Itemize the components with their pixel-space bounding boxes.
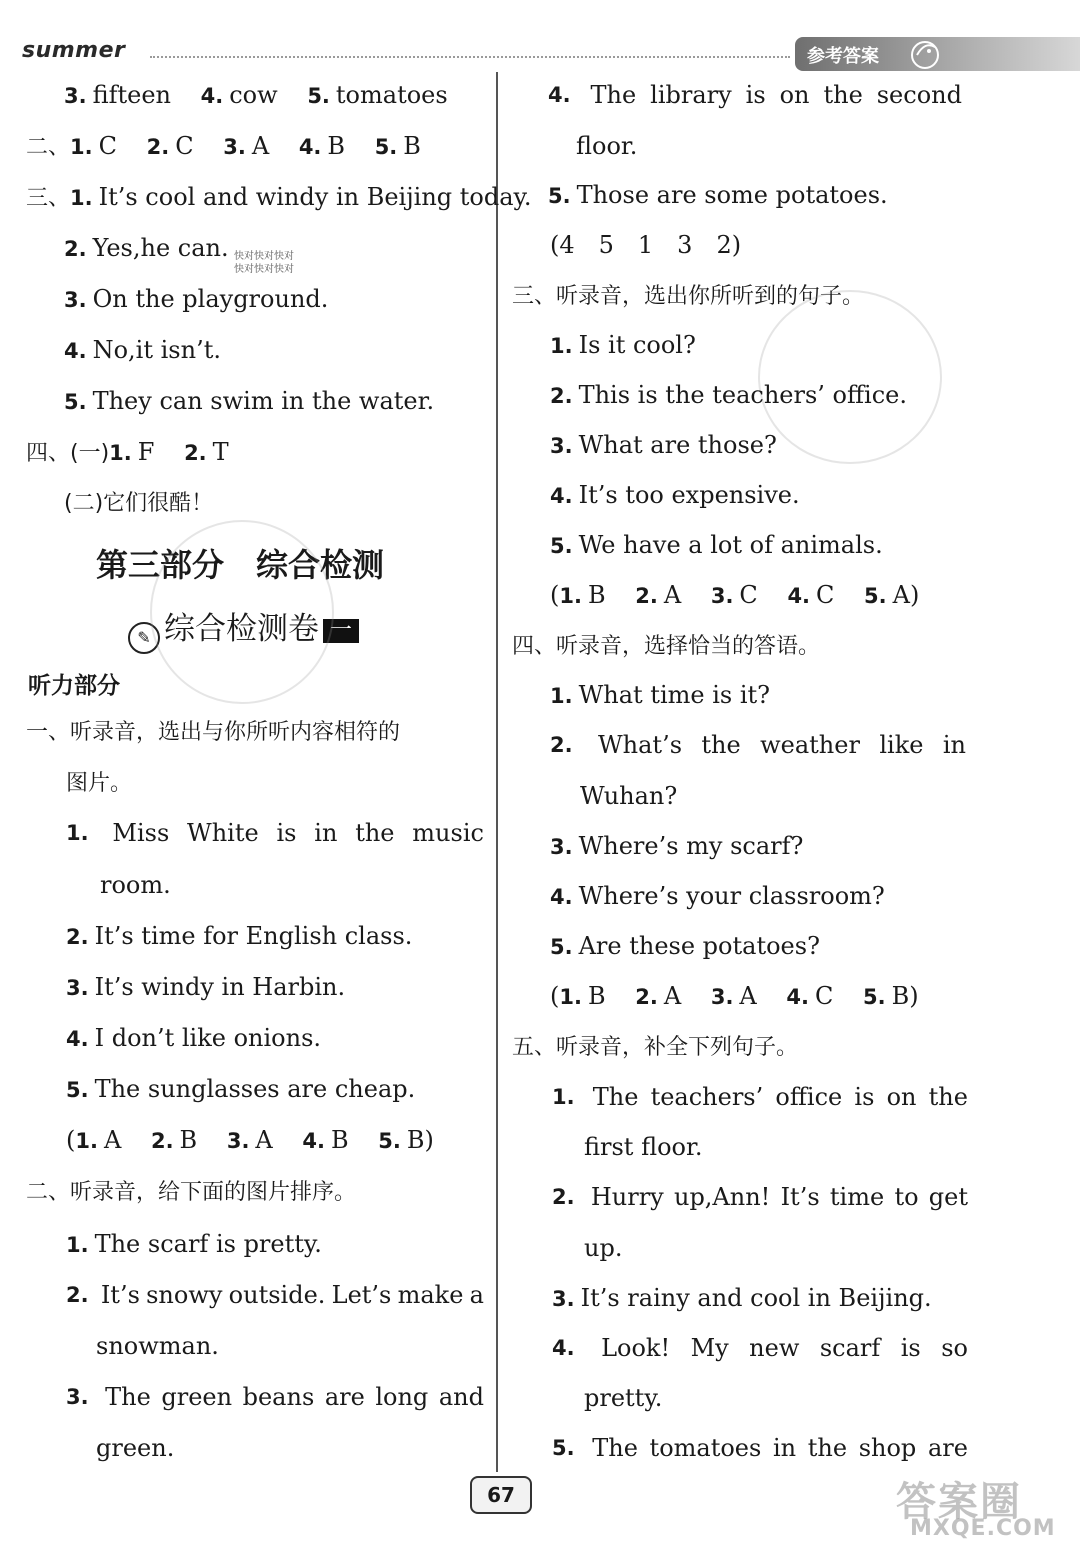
answer-line: 1. What time is it?	[550, 681, 771, 709]
item-number: 1.	[66, 1233, 89, 1257]
answer-line: (二)它们很酷！	[64, 491, 214, 516]
item-number: 1.	[559, 584, 582, 608]
answer-line: 1. Is it cool?	[550, 331, 696, 359]
item-number: 3.	[550, 835, 573, 859]
item-number: 5.	[550, 935, 573, 959]
item-number: 5.	[863, 985, 886, 1009]
item-number: 1.	[550, 334, 573, 358]
item-number: 3.	[223, 135, 246, 159]
answer-line: up.	[584, 1234, 623, 1262]
item-number: 1.	[70, 186, 93, 210]
answer-line	[64, 80, 448, 111]
watermark-stamp	[150, 520, 334, 704]
answer-text: C	[175, 132, 194, 160]
item-number: 1.	[66, 821, 89, 845]
item-number: 1.	[70, 135, 93, 159]
watermark-stamp	[758, 290, 942, 464]
item-number: 4.	[302, 1129, 325, 1153]
question-title: 五、听录音，补全下列句子。	[512, 1035, 799, 1060]
section-prefix: 四、(一)	[26, 441, 110, 466]
question-title: 三、听录音，选出你所听到的句子。	[512, 284, 865, 309]
item-number: 2.	[550, 733, 573, 757]
answer-line: (1. B 2. A 3. C 4. C 5. A)	[550, 581, 920, 609]
question-title: 二、听录音，给下面的图片排序。	[26, 1180, 357, 1205]
answer-key-tab	[795, 37, 1080, 71]
answer-line: 2. What’s the weather like in	[550, 731, 966, 759]
question-title: 图片。	[66, 771, 133, 796]
item-number: 5.	[552, 1436, 575, 1460]
item-number: 3.	[66, 1385, 89, 1409]
answer-line: 4. Where’s your classroom?	[550, 882, 885, 910]
item-number: 5.	[64, 390, 87, 414]
answer-text: B	[403, 132, 421, 160]
item-number: 4.	[66, 1027, 89, 1051]
answer-line: Wuhan?	[580, 782, 678, 810]
answer-line: 1. Miss White is in the music	[66, 819, 484, 847]
item-number: 3.	[710, 985, 734, 1009]
question-title: 四、听录音，选择恰当的答语。	[512, 634, 821, 659]
answer-text: T	[212, 438, 229, 466]
part-heading: 第三部分 综合检测	[96, 546, 385, 584]
answer-line: 4. I don’t like onions.	[66, 1024, 322, 1052]
item-number: 1.	[559, 985, 582, 1009]
answer-line: 5. Those are some potatoes.	[548, 181, 888, 209]
item-number: 5.	[374, 135, 398, 159]
answer-line: 5. The tomatoes in the shop are	[552, 1434, 968, 1462]
answer-line: 1. The teachers’ office is on the	[552, 1083, 968, 1111]
answer-line	[64, 386, 434, 417]
answer-text: tomatoes	[335, 81, 448, 109]
answer-text: F	[137, 438, 155, 466]
answer-key-label: 参考答案	[807, 46, 879, 67]
item-number: 2.	[66, 1283, 89, 1307]
watermark-text: 快对快对快对 快对快对快对	[234, 251, 294, 275]
answer-line: 3. Where’s my scarf?	[550, 832, 804, 860]
pencil-icon: ✎	[128, 622, 160, 654]
answer-text: A	[251, 132, 270, 160]
test-number-badge: 一	[323, 619, 359, 643]
answer-line: 5. The sunglasses are cheap.	[66, 1075, 416, 1103]
item-number: 2.	[146, 135, 170, 159]
answer-line: 2. It’s snowy outside. Let’s make a	[66, 1281, 484, 1309]
item-number: 4.	[64, 339, 87, 363]
page-header	[0, 0, 1080, 80]
item-number: 5.	[550, 534, 573, 558]
brand-logo: summer	[22, 38, 126, 63]
answer-text: No,it isn’t.	[92, 336, 221, 364]
answer-line: 2. This is the teachers’ office.	[550, 381, 907, 409]
item-number: 5.	[548, 184, 571, 208]
item-number: 2.	[64, 237, 87, 261]
item-number: 3.	[64, 84, 87, 108]
answer-line	[26, 182, 532, 214]
answer-line: room.	[100, 871, 171, 899]
answer-line: (1. A 2. B 3. A 4. B 5. B)	[66, 1126, 434, 1154]
item-number: 2.	[150, 1129, 174, 1153]
answer-line: 4. Look! My new scarf is so	[552, 1334, 968, 1362]
item-number: 1.	[550, 684, 573, 708]
answer-text: B	[327, 132, 346, 160]
item-number: 1.	[552, 1085, 575, 1109]
answer-line: 1. The scarf is pretty.	[66, 1230, 322, 1258]
answer-line: green.	[96, 1434, 175, 1462]
answer-text: cow	[229, 81, 278, 109]
item-number: 3.	[226, 1129, 250, 1153]
item-number: 3.	[66, 976, 89, 1000]
answer-line: 3. What are those?	[550, 431, 777, 459]
listening-section-title: 听力部分	[28, 673, 120, 699]
item-number: 1.	[75, 1129, 98, 1153]
item-number: 4.	[550, 484, 573, 508]
answer-line: snowman.	[96, 1332, 219, 1360]
item-number: 5.	[66, 1078, 89, 1102]
header-dotted-rule	[150, 56, 790, 58]
answer-line: (4 5 1 3 2)	[550, 231, 742, 259]
answer-text: It’s cool and windy in Beijing today.	[98, 183, 532, 211]
question-title: 一、听录音，选出与你所听内容相符的	[26, 720, 401, 745]
item-number: 3.	[64, 288, 87, 312]
answer-line: 3. It’s windy in Harbin.	[66, 973, 346, 1001]
item-number: 3.	[710, 584, 734, 608]
item-number: 1.	[109, 441, 132, 465]
answer-line: 3. It’s rainy and cool in Beijing.	[552, 1284, 932, 1312]
item-number: 2.	[552, 1185, 575, 1209]
item-number: 4.	[552, 1336, 575, 1360]
section-prefix: 三、	[26, 186, 71, 211]
answer-text: Yes,he can.	[92, 234, 229, 262]
answer-line: first floor.	[584, 1133, 703, 1161]
item-number: 4.	[550, 885, 573, 909]
item-number: 2.	[550, 384, 573, 408]
answer-line	[26, 131, 421, 163]
site-watermark-logo: 答案圈 MXQE.COM	[896, 1479, 1056, 1541]
item-number: 5.	[307, 84, 330, 108]
item-number: 3.	[552, 1287, 575, 1311]
answer-text: C	[98, 132, 117, 160]
answer-line	[64, 284, 328, 315]
answer-line: pretty.	[584, 1384, 663, 1412]
item-number: 2.	[66, 925, 89, 949]
answer-line: (1. B 2. A 3. A 4. C 5. B)	[550, 982, 919, 1010]
answer-line	[64, 233, 229, 264]
section-prefix: 二、	[26, 135, 71, 160]
answer-line	[26, 437, 229, 469]
answer-line: 5. We have a lot of animals.	[550, 531, 883, 559]
item-number: 4.	[786, 985, 809, 1009]
answer-line: 2. It’s time for English class.	[66, 922, 413, 950]
item-number: 5.	[378, 1129, 401, 1153]
bird-icon	[905, 35, 945, 73]
item-number: 4.	[787, 584, 811, 608]
answer-text: On the playground.	[92, 285, 329, 313]
test-title: ✎ 综合检测卷 一	[128, 603, 359, 654]
answer-line: 5. Are these potatoes?	[550, 932, 820, 960]
page-number: 67	[470, 1476, 532, 1514]
answer-line: 3. The green beans are long and	[66, 1383, 484, 1411]
item-number: 5.	[864, 584, 887, 608]
item-number: 3.	[550, 434, 573, 458]
answer-line: floor.	[576, 132, 638, 160]
item-number: 4.	[200, 84, 224, 108]
column-divider	[496, 72, 498, 1472]
item-number: 4.	[548, 83, 571, 107]
answer-text: They can swim in the water.	[92, 387, 435, 415]
answer-line: 4. The library is on the second	[548, 81, 962, 109]
answer-line: 2. Hurry up,Ann! It’s time to get	[552, 1183, 968, 1211]
answer-line	[64, 335, 221, 366]
answer-text: fifteen	[92, 81, 171, 109]
item-number: 2.	[635, 584, 658, 608]
answer-line: 4. It’s too expensive.	[550, 481, 800, 509]
item-number: 4.	[298, 135, 322, 159]
item-number: 2.	[635, 985, 658, 1009]
item-number: 2.	[184, 441, 207, 465]
